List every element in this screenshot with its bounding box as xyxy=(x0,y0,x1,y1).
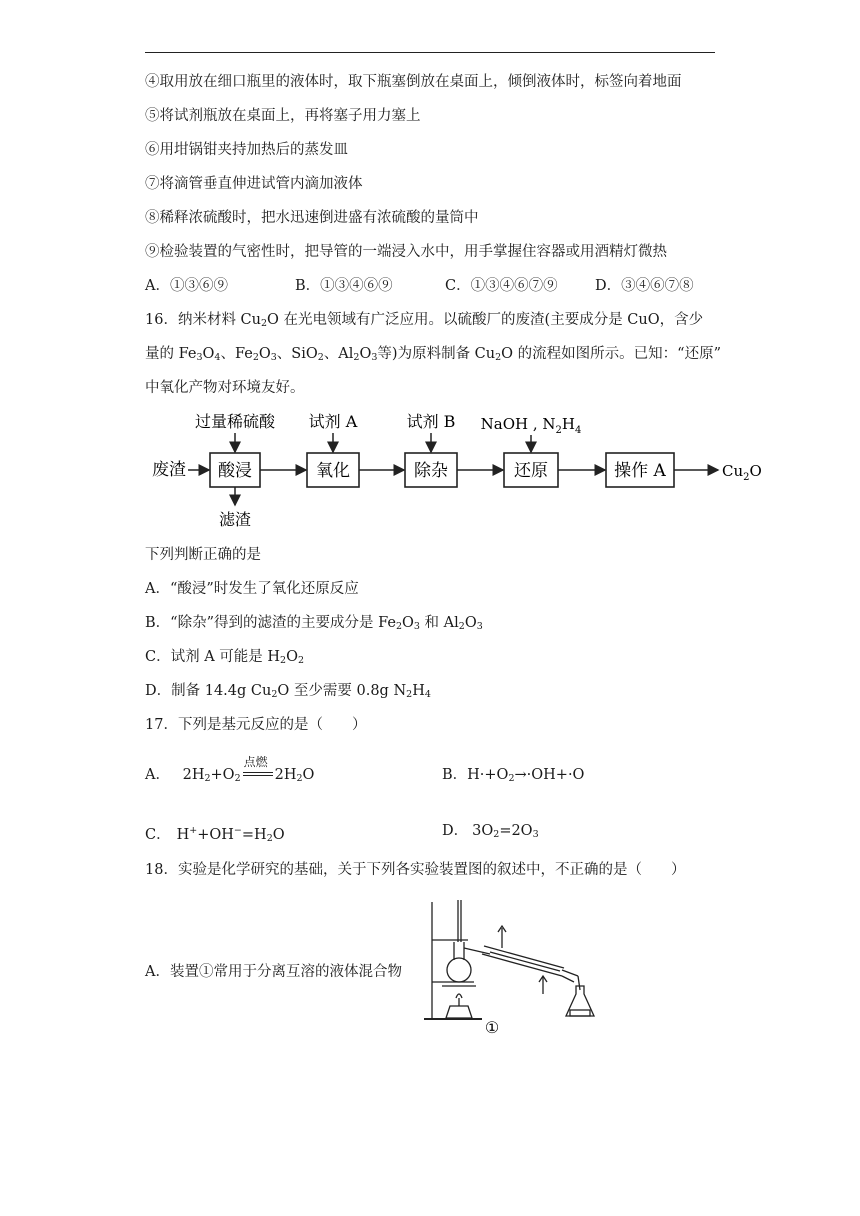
q18-stem: 18．实验是化学研究的基础，关于下列各实验装置图的叙述中，不正确的是（ ） xyxy=(145,862,686,878)
q17-option-b[interactable]: B．$H\cdot+O_2\to\cdot OH+\cdot O$ xyxy=(442,767,585,784)
flow-input-label: 废渣 xyxy=(152,460,186,480)
q15-option-a[interactable]: A．①③⑥⑨ xyxy=(145,278,228,294)
distilling-flask xyxy=(447,958,471,982)
flow-reagent-label: 试剂 B xyxy=(406,412,456,431)
q16-stem-line2: 量的 $Fe_3O_4$、$Fe_2O_3$、SiO$_2$、$Al_2O_3$等)为原料制备 $Cu_2O$ 的流程如图所示。已知：“还原” xyxy=(145,346,721,363)
q16-option-b[interactable]: B．“除杂”得到的滤渣的主要成分是 $Fe_2O_3$ 和 $Al_2O_3$ xyxy=(145,615,483,632)
q17-option-a[interactable]: A． $2H_2+O_2$ 点燃 $2H_2O$ xyxy=(145,755,315,784)
condenser xyxy=(484,946,564,968)
flow-reagent-label: 过量稀硫酸 xyxy=(194,412,276,431)
item-6: ⑥用坩锅钳夹持加热后的蒸发皿 xyxy=(145,142,348,158)
q16-stem-line3: 中氧化产物对环境友好。 xyxy=(145,380,305,396)
q17-stem: 17．下列是基元反应的是（ ） xyxy=(145,717,367,733)
q15-option-b[interactable]: B．①③④⑥⑨ xyxy=(295,278,393,294)
flow-step-label: 操作 A xyxy=(614,461,666,481)
q18-option-a[interactable]: A．装置①常用于分离互溶的液体混合物 xyxy=(145,964,402,980)
flow-reagent-label: NaOH , $N_2H_4$ xyxy=(480,415,582,436)
alcohol-lamp xyxy=(446,1006,472,1018)
q15-option-d[interactable]: D．③④⑥⑦⑧ xyxy=(595,278,694,294)
q15-option-c[interactable]: C．①③④⑥⑦⑨ xyxy=(445,278,558,294)
flow-product-label: $Cu_2O$ xyxy=(722,462,762,483)
flow-step-label: 酸浸 xyxy=(218,461,252,481)
q16-option-a[interactable]: A．“酸浸”时发生了氧化还原反应 xyxy=(145,581,359,597)
q16-flow-diagram xyxy=(140,405,780,535)
reaction-condition-arrow: 点燃 xyxy=(241,768,275,782)
q16-stem-line1: 16．纳米材料 $Cu_2O$ 在光电领域有广泛应用。以硫酸厂的废渣(主要成分是 CuO，含少 xyxy=(145,312,704,329)
q16-option-c[interactable]: C．试剂 A 可能是 $H_2O_2$ xyxy=(145,649,305,666)
item-5: ⑤将试剂瓶放在桌面上，再将塞子用力塞上 xyxy=(145,108,421,124)
item-9: ⑨检验装置的气密性时，把导管的一端浸入水中，用手掌握住容器或用酒精灯微热 xyxy=(145,244,667,260)
flow-step-label: 还原 xyxy=(514,461,548,481)
q16-option-d[interactable]: D．制备 14.4g $Cu_2O$ 至少需要 0.8g $N_2H_4$ xyxy=(145,683,431,700)
flow-step-label: 氧化 xyxy=(316,461,350,481)
figure-label: ① xyxy=(484,1018,500,1037)
flow-step-label: 除杂 xyxy=(414,461,448,481)
q17-option-d[interactable]: D． $3O_2=2O_3$ xyxy=(442,823,539,840)
q16-question: 下列判断正确的是 xyxy=(145,547,261,563)
header-rule xyxy=(145,52,715,53)
distillation-apparatus-figure xyxy=(412,898,600,1038)
item-8: ⑧稀释浓硫酸时，把水迅速倒进盛有浓硫酸的量筒中 xyxy=(145,210,479,226)
flow-reagent-label: 试剂 A xyxy=(308,412,358,431)
item-7: ⑦将滴管垂直伸进试管内滴加液体 xyxy=(145,176,363,192)
item-4: ④取用放在细口瓶里的液体时，取下瓶塞倒放在桌面上，倾倒液体时，标签向着地面 xyxy=(145,74,682,90)
q17-option-c[interactable]: C． $H^++OH^-=H_2O$ xyxy=(145,825,285,844)
flow-byproduct-label: 滤渣 xyxy=(218,510,252,529)
